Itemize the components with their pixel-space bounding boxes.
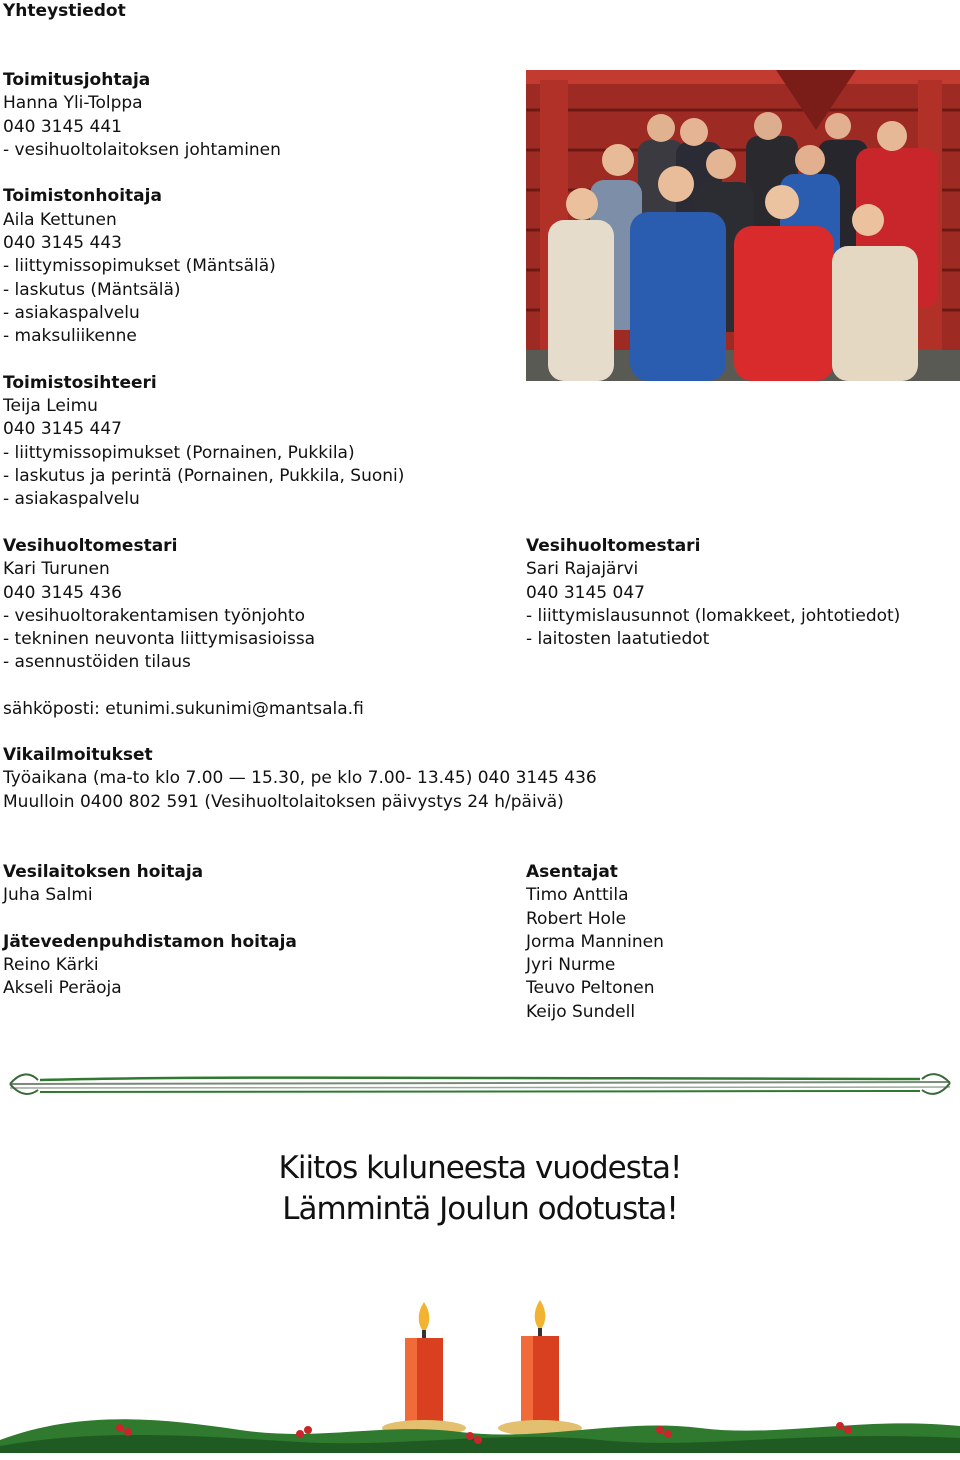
contact-phone: 040 3145 447 bbox=[3, 419, 122, 440]
contact-duty: - maksuliikenne bbox=[3, 326, 137, 347]
contact-water-supply-foreman-2 bbox=[526, 535, 956, 651]
contact-role: Toimistonhoitaja bbox=[3, 186, 162, 207]
contact-name: Sari Rajajärvi bbox=[526, 559, 639, 580]
fault-reports bbox=[3, 744, 597, 814]
installers bbox=[526, 861, 664, 1024]
staff-name: Jyri Nurme bbox=[526, 955, 616, 976]
fault-reports-line: Työaikana (ma-to klo 7.00 — 15.30, pe klo 7.00- 13.45) 040 3145 436 bbox=[3, 768, 597, 789]
page-title: Yhteystiedot bbox=[3, 1, 126, 21]
contact-phone: 040 3145 441 bbox=[3, 116, 122, 137]
contact-duty: - laitosten laatutiedot bbox=[526, 629, 710, 650]
contact-duty: - asiakaspalvelu bbox=[3, 489, 140, 510]
contact-duty: - asennustöiden tilaus bbox=[3, 652, 191, 673]
contact-duty: - laskutus ja perintä (Pornainen, Pukkila, Suoni) bbox=[3, 466, 405, 487]
staff-name: Reino Kärki bbox=[3, 955, 99, 976]
contact-phone: 040 3145 047 bbox=[526, 582, 645, 603]
contact-role: Toimistosihteeri bbox=[3, 372, 157, 393]
staff-name: Keijo Sundell bbox=[526, 1001, 636, 1022]
water-plant-heading: Vesilaitoksen hoitaja bbox=[3, 862, 204, 882]
email-info: sähköposti: etunimi.sukunimi@mantsala.fi bbox=[3, 699, 364, 719]
contact-name: Aila Kettunen bbox=[3, 209, 117, 230]
contact-duty: - tekninen neuvonta liittymisasioissa bbox=[3, 629, 316, 650]
contact-duty: - liittymissopimukset (Mäntsälä) bbox=[3, 256, 276, 277]
contact-duty: - liittymislausunnot (lomakkeet, johtotiedot) bbox=[526, 605, 901, 626]
staff-name: Robert Hole bbox=[526, 908, 627, 929]
christmas-candles-icon bbox=[0, 1290, 960, 1453]
greeting-line: Kiitos kuluneesta vuodesta! bbox=[278, 1150, 682, 1186]
plant-operators bbox=[3, 861, 297, 1001]
contact-duty: - asiakaspalvelu bbox=[3, 302, 140, 323]
contact-role: Toimitusjohtaja bbox=[3, 70, 151, 90]
contact-office-secretary bbox=[3, 372, 513, 512]
contact-role: Vesihuoltomestari bbox=[526, 536, 701, 556]
installers-heading: Asentajat bbox=[526, 862, 618, 882]
staff-group-photo bbox=[526, 70, 960, 381]
contact-water-supply-foreman-1 bbox=[3, 535, 513, 675]
garland-divider-icon bbox=[0, 1066, 960, 1106]
greeting-line: Lämmintä Joulun odotusta! bbox=[282, 1191, 678, 1227]
contact-duty: - vesihuoltorakentamisen työnjohto bbox=[3, 605, 305, 626]
fault-reports-line: Muulloin 0400 802 591 (Vesihuoltolaitoksen päivystys 24 h/päivä) bbox=[3, 791, 564, 812]
staff-name: Timo Anttila bbox=[526, 885, 629, 906]
holiday-greeting bbox=[0, 1148, 960, 1230]
staff-name: Teuvo Peltonen bbox=[526, 978, 655, 999]
contact-duty: - vesihuoltolaitoksen johtaminen bbox=[3, 139, 281, 160]
contact-duty: - liittymissopimukset (Pornainen, Pukkila) bbox=[3, 442, 355, 463]
contact-duty: - laskutus (Mäntsälä) bbox=[3, 279, 181, 300]
wastewater-plant-heading: Jätevedenpuhdistamon hoitaja bbox=[3, 931, 297, 952]
contact-ceo bbox=[3, 69, 513, 162]
contact-role: Vesihuoltomestari bbox=[3, 536, 178, 556]
staff-name: Jorma Manninen bbox=[526, 931, 664, 952]
fault-reports-heading: Vikailmoitukset bbox=[3, 745, 153, 765]
contact-phone: 040 3145 443 bbox=[3, 233, 122, 254]
contact-phone: 040 3145 436 bbox=[3, 582, 122, 603]
contact-name: Teija Leimu bbox=[3, 396, 98, 417]
contacts-column-left bbox=[3, 69, 513, 512]
contact-name: Hanna Yli-Tolppa bbox=[3, 93, 143, 114]
staff-name: Akseli Peräoja bbox=[3, 978, 122, 999]
contact-office-manager bbox=[3, 185, 513, 348]
contact-name: Kari Turunen bbox=[3, 559, 110, 580]
staff-name: Juha Salmi bbox=[3, 885, 93, 906]
